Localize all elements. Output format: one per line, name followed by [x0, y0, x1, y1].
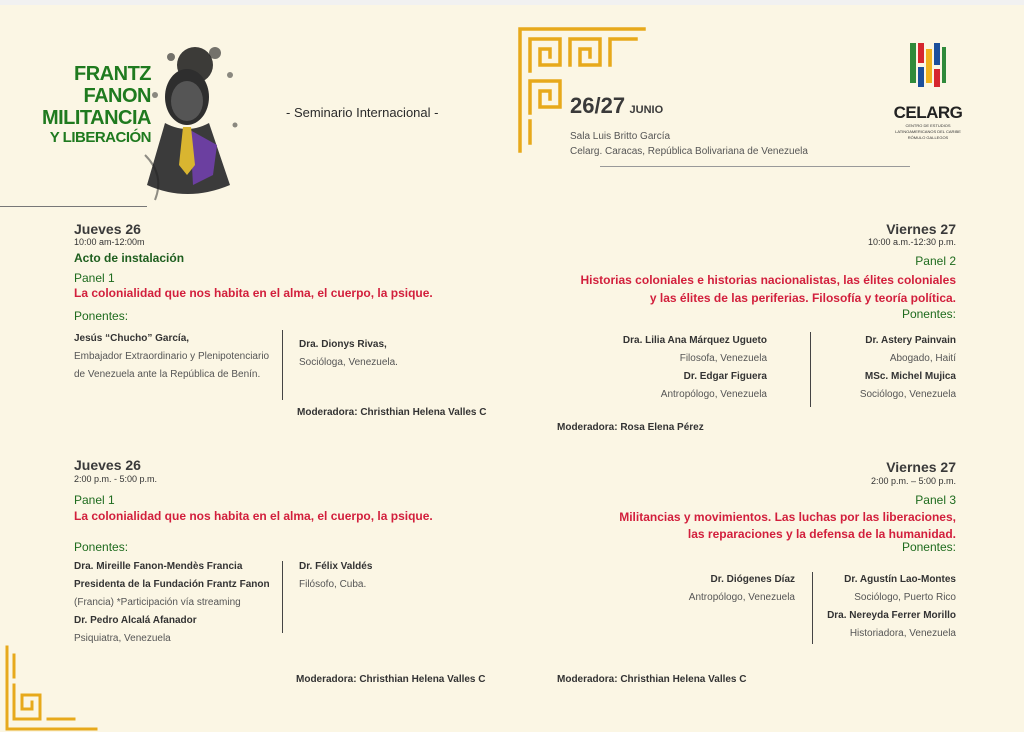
event-title: [40, 63, 151, 147]
header-divider-left: [0, 206, 147, 207]
jueves-pm-speakers-right: [299, 558, 372, 594]
viernes-pm-speakers-left: [689, 571, 795, 607]
jueves-am-moderator: Moderadora: Christhian Helena Valles C: [297, 407, 487, 418]
jueves-am-ponentes: Ponentes:: [74, 309, 129, 323]
viernes-am-panel: Panel 2: [915, 254, 956, 268]
viernes-pm-speakers-right: [827, 571, 956, 643]
jueves-pm-title: La colonialidad que nos habita en el alma, el cuerpo, la psique.: [74, 509, 433, 523]
jueves-pm-day: Jueves 26: [74, 457, 141, 473]
speaker-role: Filósofo, Cuba.: [299, 579, 367, 590]
jueves-am-panel: Panel 1: [74, 271, 115, 285]
speaker-role: Abogado, Haití: [889, 353, 956, 364]
jueves-pm-moderator: Moderadora: Christhian Helena Valles C: [296, 674, 486, 685]
speaker-role: Sociólogo, Venezuela: [859, 389, 956, 400]
logo-name: CELARG: [893, 103, 963, 122]
jueves-pm-panel: Panel 1: [74, 493, 115, 507]
event-date: [570, 93, 663, 119]
jueves-am-day: Jueves 26: [74, 221, 141, 237]
speaker-role: Historiadora, Venezuela: [849, 628, 956, 639]
jueves-pm-divider: [282, 561, 283, 633]
title-line-1: FRANTZ: [74, 63, 151, 85]
speaker-name: Dr. Edgar Figuera: [683, 371, 767, 382]
speaker-name: Dra. Mireille Fanon-Mendès Francia: [74, 561, 243, 572]
viernes-pm-time: 2:00 p.m. – 5:00 p.m.: [870, 476, 956, 486]
logo-subline-3: RÓMULO GALLEGOS: [907, 135, 949, 140]
jueves-pm-time: 2:00 p.m. - 5:00 p.m.: [74, 474, 158, 484]
jueves-pm-ponentes: Ponentes:: [74, 540, 129, 554]
speaker-role: Embajador Extraordinario y Plenipotenciario: [74, 351, 270, 362]
speaker-role: Psiquiatra, Venezuela: [74, 633, 171, 644]
logo-subline-2: LATINOAMERICANOS DEL CARIBE: [895, 129, 961, 134]
venue-line-1: Sala Luis Britto García: [570, 131, 671, 142]
jueves-am-act: Acto de instalación: [74, 251, 185, 265]
viernes-am-speakers-right: [860, 332, 956, 404]
jueves-am-speakers-right: [299, 336, 398, 372]
venue-line-2: Celarg. Caracas, República Bolivariana de Venezuela: [570, 146, 808, 157]
speaker-role: de Venezuela ante la República de Benín.: [74, 369, 261, 380]
jueves-am-divider: [282, 330, 283, 400]
jueves-am-speakers-left: [74, 330, 269, 384]
speaker-name: Dr. Félix Valdés: [299, 561, 373, 572]
speaker-name: MSc. Michel Mujica: [864, 371, 956, 382]
jueves-am-title: La colonialidad que nos habita en el alma, el cuerpo, la psique.: [74, 286, 433, 300]
viernes-am-speakers-left: [623, 332, 767, 404]
logo-subline-1: CENTRO DE ESTUDIOS: [905, 123, 951, 128]
title-line-4: Y LIBERACIÓN: [49, 129, 151, 146]
speaker-role: Antropólogo, Venezuela: [660, 389, 767, 400]
jueves-pm-speakers-left: [74, 558, 270, 648]
viernes-pm-day: Viernes 27: [886, 459, 956, 475]
speaker-name: Dr. Astery Painvain: [865, 335, 956, 346]
event-program-page: [0, 5, 1024, 732]
viernes-pm-ponentes: Ponentes:: [901, 540, 956, 554]
viernes-pm-panel: Panel 3: [915, 493, 956, 507]
viernes-am-divider: [810, 332, 811, 407]
viernes-pm-title-1: Militancias y movimientos. Las luchas por las liberaciones,: [619, 510, 956, 524]
title-line-3: MILITANCIA: [41, 107, 151, 129]
viernes-am-ponentes: Ponentes:: [901, 307, 956, 321]
speaker-name: Dra. Dionys Rivas,: [299, 339, 387, 350]
speaker-role: (Francia) *Participación vía streaming: [74, 597, 241, 608]
speaker-name: Dra. Lilia Ana Márquez Ugueto: [622, 335, 767, 346]
viernes-am-moderator: Moderadora: Rosa Elena Pérez: [557, 422, 704, 433]
speaker-role: Filosofa, Venezuela: [679, 353, 767, 364]
speaker-name: Jesús “Chucho” García,: [74, 333, 190, 344]
speaker-name: Dr. Diógenes Díaz: [710, 574, 795, 585]
date-days: 26/27: [570, 93, 626, 118]
speaker-role: Sociólogo, Puerto Rico: [854, 592, 956, 603]
celarg-logo-icon: [908, 41, 948, 101]
speaker-name: Dra. Nereyda Ferrer Morillo: [827, 610, 956, 621]
header-divider-right: [600, 166, 910, 167]
seminar-label: - Seminario Internacional -: [286, 105, 439, 120]
viernes-pm-moderator: Moderadora: Christhian Helena Valles C: [557, 674, 747, 685]
fanon-portrait: [135, 35, 245, 205]
speaker-role: Presidenta de la Fundación Frantz Fanon: [74, 579, 270, 590]
title-line-2: FANON: [83, 85, 151, 107]
jueves-am-time: 10:00 am-12:00m: [74, 237, 145, 247]
speaker-name: Dr. Agustín Lao-Montes: [844, 574, 956, 585]
speaker-role: Antropólogo, Venezuela: [688, 592, 795, 603]
viernes-am-day: Viernes 27: [886, 221, 956, 237]
viernes-am-title-1: Historias coloniales e historias nacionalistas, las élites coloniales: [580, 273, 956, 287]
speaker-role: Socióloga, Venezuela.: [299, 357, 398, 368]
speaker-name: Dr. Pedro Alcalá Afanador: [74, 615, 197, 626]
celarg-logo: [893, 41, 963, 161]
viernes-am-title-2: y las élites de las periferias. Filosofía y teoría política.: [649, 291, 956, 305]
viernes-am-time: 10:00 a.m.-12:30 p.m.: [867, 237, 956, 247]
viernes-pm-title-2: las reparaciones y la defensa de la humanidad.: [687, 527, 956, 541]
date-month: JUNIO: [629, 104, 664, 116]
greek-key-ornament-bottom: [4, 645, 100, 732]
viernes-pm-divider: [812, 572, 813, 644]
